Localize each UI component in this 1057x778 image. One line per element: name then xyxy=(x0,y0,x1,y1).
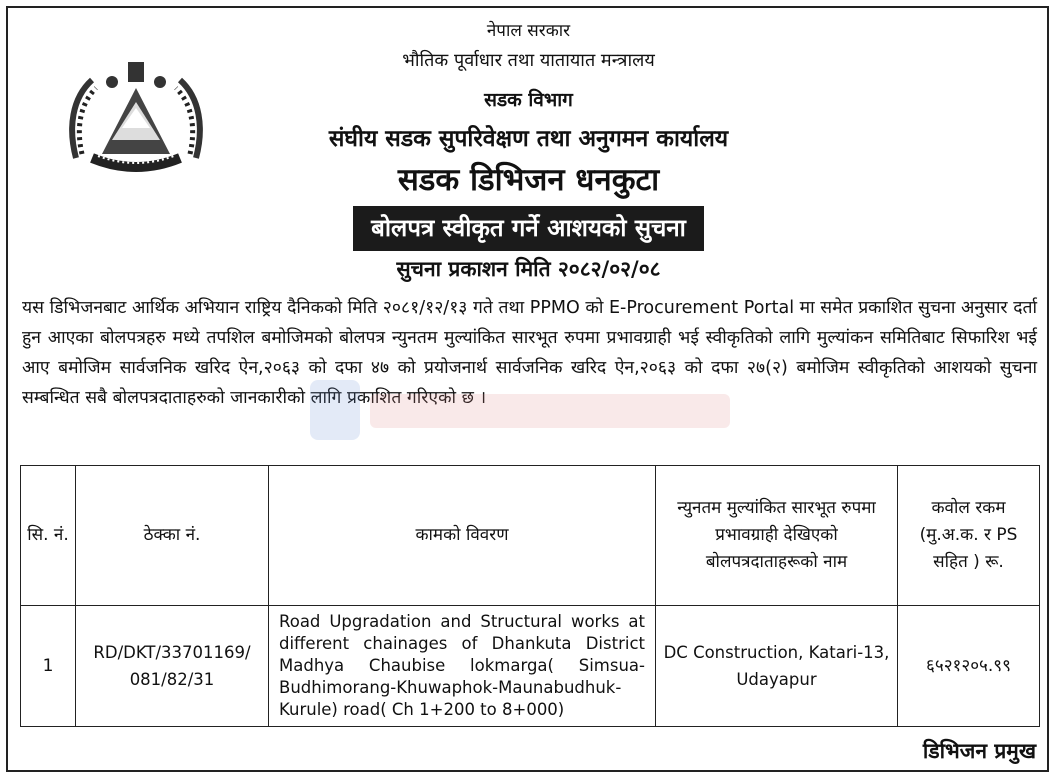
header-work-description: कामको विवरण xyxy=(269,466,656,606)
cell-sn: 1 xyxy=(21,606,76,727)
cell-work-description: Road Upgradation and Structural works at different chainages of Dhankuta District Madhya Chaubise lokmarga( Simsua-Budhimorang-Khuwaphok-Maunabudhuk-Kurule) road( Ch 1+200 to 8+000) xyxy=(269,606,656,727)
cell-bidder: DC Construction, Katari-13, Udayapur xyxy=(656,606,898,727)
cell-bid-amount: ६५२१२०५.९९ xyxy=(898,606,1040,727)
header-contract-no: ठेक्का नं. xyxy=(76,466,269,606)
ministry-name: भौतिक पूर्वाधार तथा यातायात मन्त्रालय xyxy=(402,50,655,71)
header-sn: सि. नं. xyxy=(21,466,76,606)
publication-date: सुचना प्रकाशन मिति २०८२/०२/०८ xyxy=(396,257,661,281)
cell-contract-no: RD/DKT/33701169/ 081/82/31 xyxy=(76,606,269,727)
department-name: सडक विभाग xyxy=(484,89,573,111)
signatory: डिभिजन प्रमुख xyxy=(922,739,1036,763)
header-bidder: न्युनतम मुल्यांकित सारभूत रुपमा प्रभावग्राही देखिएको बोलपत्रदाताहरूको नाम xyxy=(656,466,898,606)
office-name: संघीय सडक सुपरिवेक्षण तथा अनुगमन कार्यालय xyxy=(328,126,729,152)
division-name: सडक डिभिजन धनकुटा xyxy=(397,162,660,198)
header-bid-amount: कवोल रकम (मु.अ.क. र PS सहित ) रू. xyxy=(898,466,1040,606)
notice-title-banner xyxy=(0,206,1057,251)
table-row xyxy=(21,606,1040,727)
notice-title: बोलपत्र स्वीकृत गर्ने आशयको सुचना xyxy=(353,206,704,251)
award-table xyxy=(20,465,1040,727)
notice-paragraph: यस डिभिजनबाट आर्थिक अभियान राष्ट्रिय दैनिकको मिति २०८१/१२/१३ गते तथा PPMO को E-Procurement Portal मा समेत प्रकाशित सुचना अनुसार दर्ता हुन आएका बोलपत्रहरु मध्ये तपशिल बमोजिमको बोलपत्र न्युनतम मुल्यांकित सारभूत रुपमा प्रभावग्राही भई स्वीकृतिको लागि मुल्यांकन समितिबाट सिफारिश भई आए बमोजिम सार्वजनिक खरिद ऐन,२०६३ को दफा ४७ को प्रयोजनार्थ सार्वजनिक खरिद ऐन,२०६३ को दफा २७(२) बमोजिम स्वीकृतिको आशयको सुचना सम्बन्धित सबै बोलपत्रदाताहरुको जानकारीको लागि प्रकाशित गरिएको छ । xyxy=(22,298,1037,408)
table-header-row xyxy=(21,466,1040,606)
government-name: नेपाल सरकार xyxy=(486,21,571,41)
